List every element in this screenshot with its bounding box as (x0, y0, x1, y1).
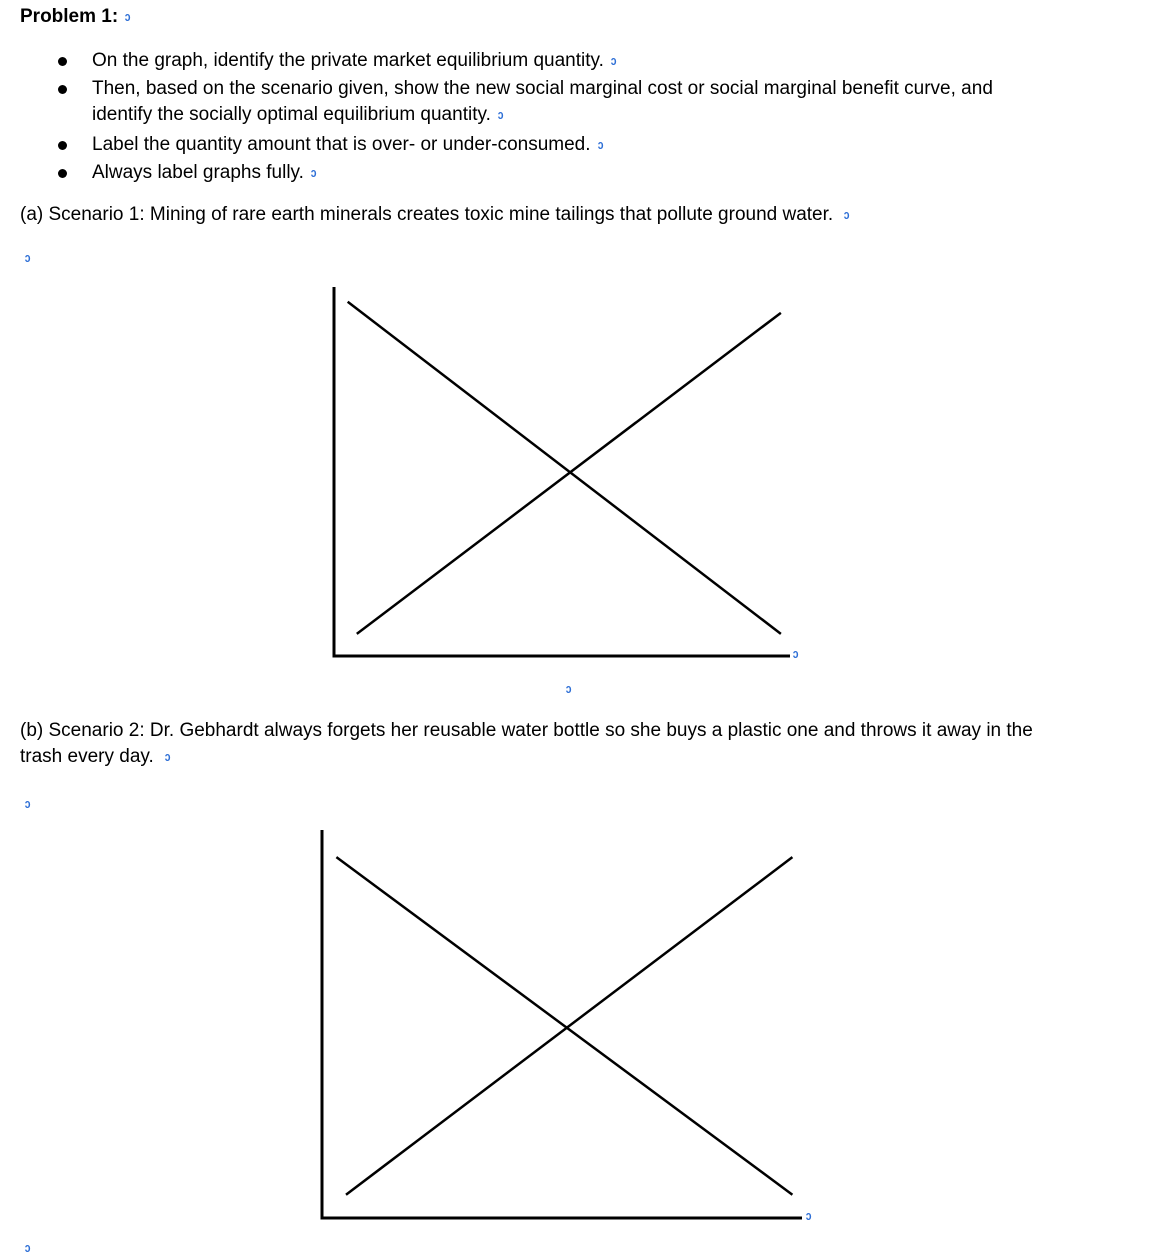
paragraph-mark-icon: ↄ (24, 1240, 31, 1255)
paragraph-mark-icon: ↄ (565, 681, 572, 696)
scenario-b-text: (b) Scenario 2: Dr. Gebhardt always forgets her reusable water bottle so she buys a plastic one and throws it away in the (20, 720, 1033, 741)
problem-title-text: Problem 1: (20, 6, 119, 27)
instruction-item-continued: identify the socially optimal equilibrium quantity. ↄ (92, 102, 504, 128)
paragraph-mark-icon: ↄ (497, 107, 504, 122)
paragraph-mark-icon: ↄ (843, 207, 850, 222)
paragraph-mark-icon: ↄ (24, 250, 31, 265)
instruction-item: Label the quantity amount that is over- or under-consumed. ↄ (92, 132, 604, 158)
paragraph-mark-icon: ↄ (164, 749, 171, 764)
paragraph-mark-icon: ↄ (24, 796, 31, 811)
instruction-item: Then, based on the scenario given, show the new social marginal cost or social marginal benefit curve, and (92, 78, 993, 99)
paragraph-mark-icon: ↄ (792, 646, 799, 661)
paragraph-mark-icon: ↄ (610, 53, 617, 68)
paragraph-mark-icon: ↄ (805, 1208, 812, 1223)
paragraph-mark-icon: ↄ (124, 9, 131, 24)
paragraph-mark-icon: ↄ (310, 165, 317, 180)
scenario-a-text: (a) Scenario 1: Mining of rare earth minerals creates toxic mine tailings that pollute ground water. ↄ (20, 202, 850, 228)
instruction-item: Always label graphs fully. ↄ (92, 160, 317, 186)
scenario-b-text-continued: trash every day. ↄ (20, 744, 171, 770)
instruction-item: On the graph, identify the private market equilibrium quantity. ↄ (92, 48, 617, 74)
paragraph-mark-icon: ↄ (597, 137, 604, 152)
